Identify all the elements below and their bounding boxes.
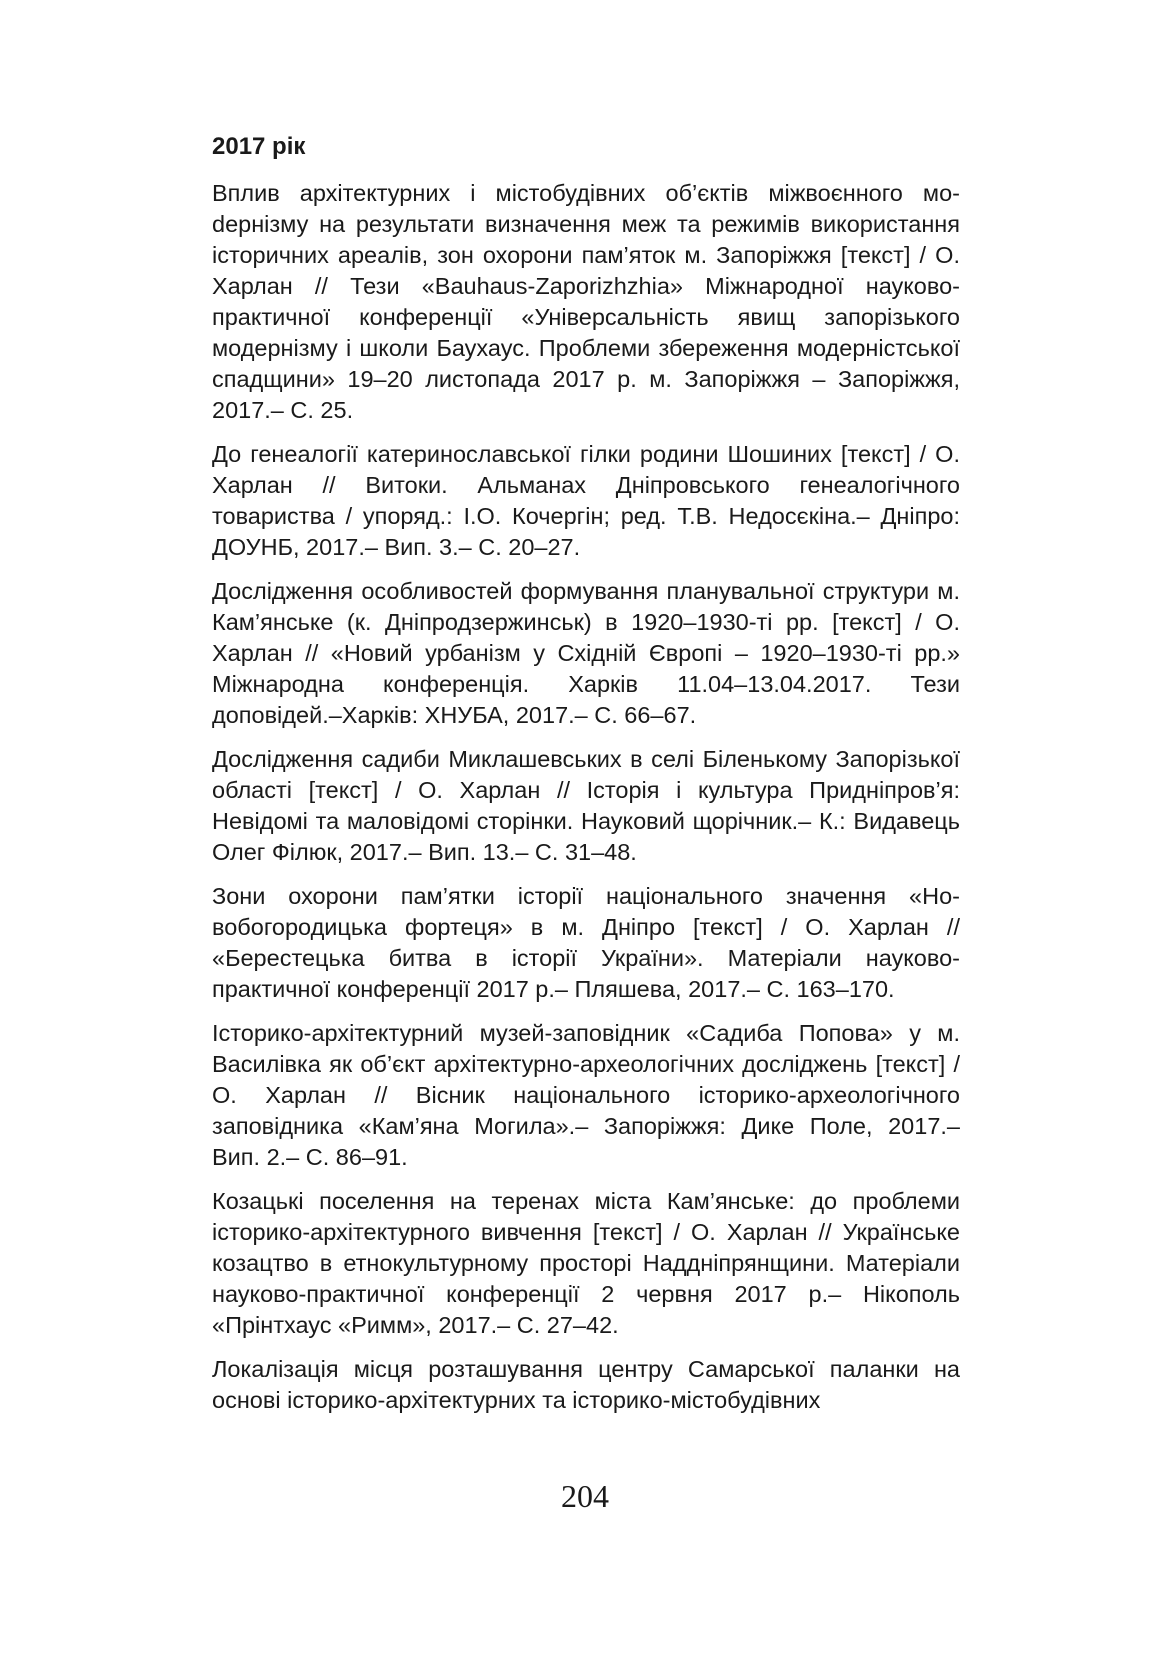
bibliography-entry: До генеалогії катеринославської гілки родини Шошиних [текст] / О. Харлан // Витоки. Альманах Дніпровського генеалогічного товариства / упоряд.: І.О. Кочергін; ред. Т.В. Недосєкіна.– Дніпро: ДОУНБ, 2017.– Вип. 3.– С. 20–27. bbox=[212, 441, 960, 560]
year-heading: 2017 рік bbox=[212, 133, 306, 160]
page-number: 204 bbox=[561, 1478, 609, 1514]
bibliography-entry: Дослідження особливостей формування планувальної структури м. Кам’янське (к. Дніпродзержинськ) в 1920–1930-ті рр. [текст] / О. Харлан // «Новий урбанізм у Східній Європі – 1920–1930-ті рр.» Міжнародна конференція. Харків 11.04–13.04.2017. Тези доповідей.–Харків: ХНУБА, 2017.– С. 66–67. bbox=[212, 578, 960, 728]
page-content bbox=[212, 132, 960, 1429]
bibliography-entry: Історико-архітектурний музей-заповідник «Садиба Попова» у м. Василівка як об’єкт архітектурно-археологічних досліджень [текст] / О. Харлан // Вісник національного історико-археологічного заповідника «Кам’яна Могила».– Запоріжжя: Дике Поле, 2017.– Вип. 2.– С. 86–91. bbox=[212, 1020, 960, 1170]
bibliography-entry: Дослідження садиби Миклашевських в селі Біленькому Запорізької області [текст] / О. Харлан // Історія і культура Придніпров’я: Невідомі та маловідомі сторінки. Науковий щорічник.– К.: Видавець Олег Філюк, 2017.– Вип. 13.– С. 31–48. bbox=[212, 746, 960, 865]
bibliography-entry: Локалізація місця розташування центру Самарської паланки на основі історико-архітектурних та історико-містобудівних bbox=[212, 1356, 960, 1413]
bibliography-entry: Вплив архітектурних і містобудівних об’єктів міжвоєнного моdернізму на результати визначення меж та режимів використання історичних ареалів, зон охорони пам’яток м. Запоріжжя [текст] / О. Харлан // Тези «Bauhaus-Zaporizhzhia» Міжнародної науково-практичної конференції «Універсальність явищ запорізького модернізму і школи Баухаус. Проблеми збереження модерністської спадщини» 19–20 листопада 2017 р. м. Запоріжжя – Запоріжжя, 2017.– С. 25. bbox=[212, 180, 960, 423]
bibliography-list bbox=[212, 178, 960, 1416]
bibliography-entry: Козацькі поселення на теренах міста Кам’янське: до проблеми історико-архітектурного вивчення [текст] / О. Харлан // Українське козацтво в етнокультурному просторі Наддніпрянщини. Матеріали науково-практичної конференції 2 червня 2017 р.– Нікополь «Прінтхаус «Римм», 2017.– С. 27–42. bbox=[212, 1188, 960, 1338]
bibliography-entry: Зони охорони пам’ятки історії національного значення «Новобогородицька фортеця» в м. Дніпро [текст] / О. Харлан // «Берестецька битва в історії України». Матеріали науково-практичної конференції 2017 р.– Пляшева, 2017.– С. 163–170. bbox=[212, 883, 960, 1002]
